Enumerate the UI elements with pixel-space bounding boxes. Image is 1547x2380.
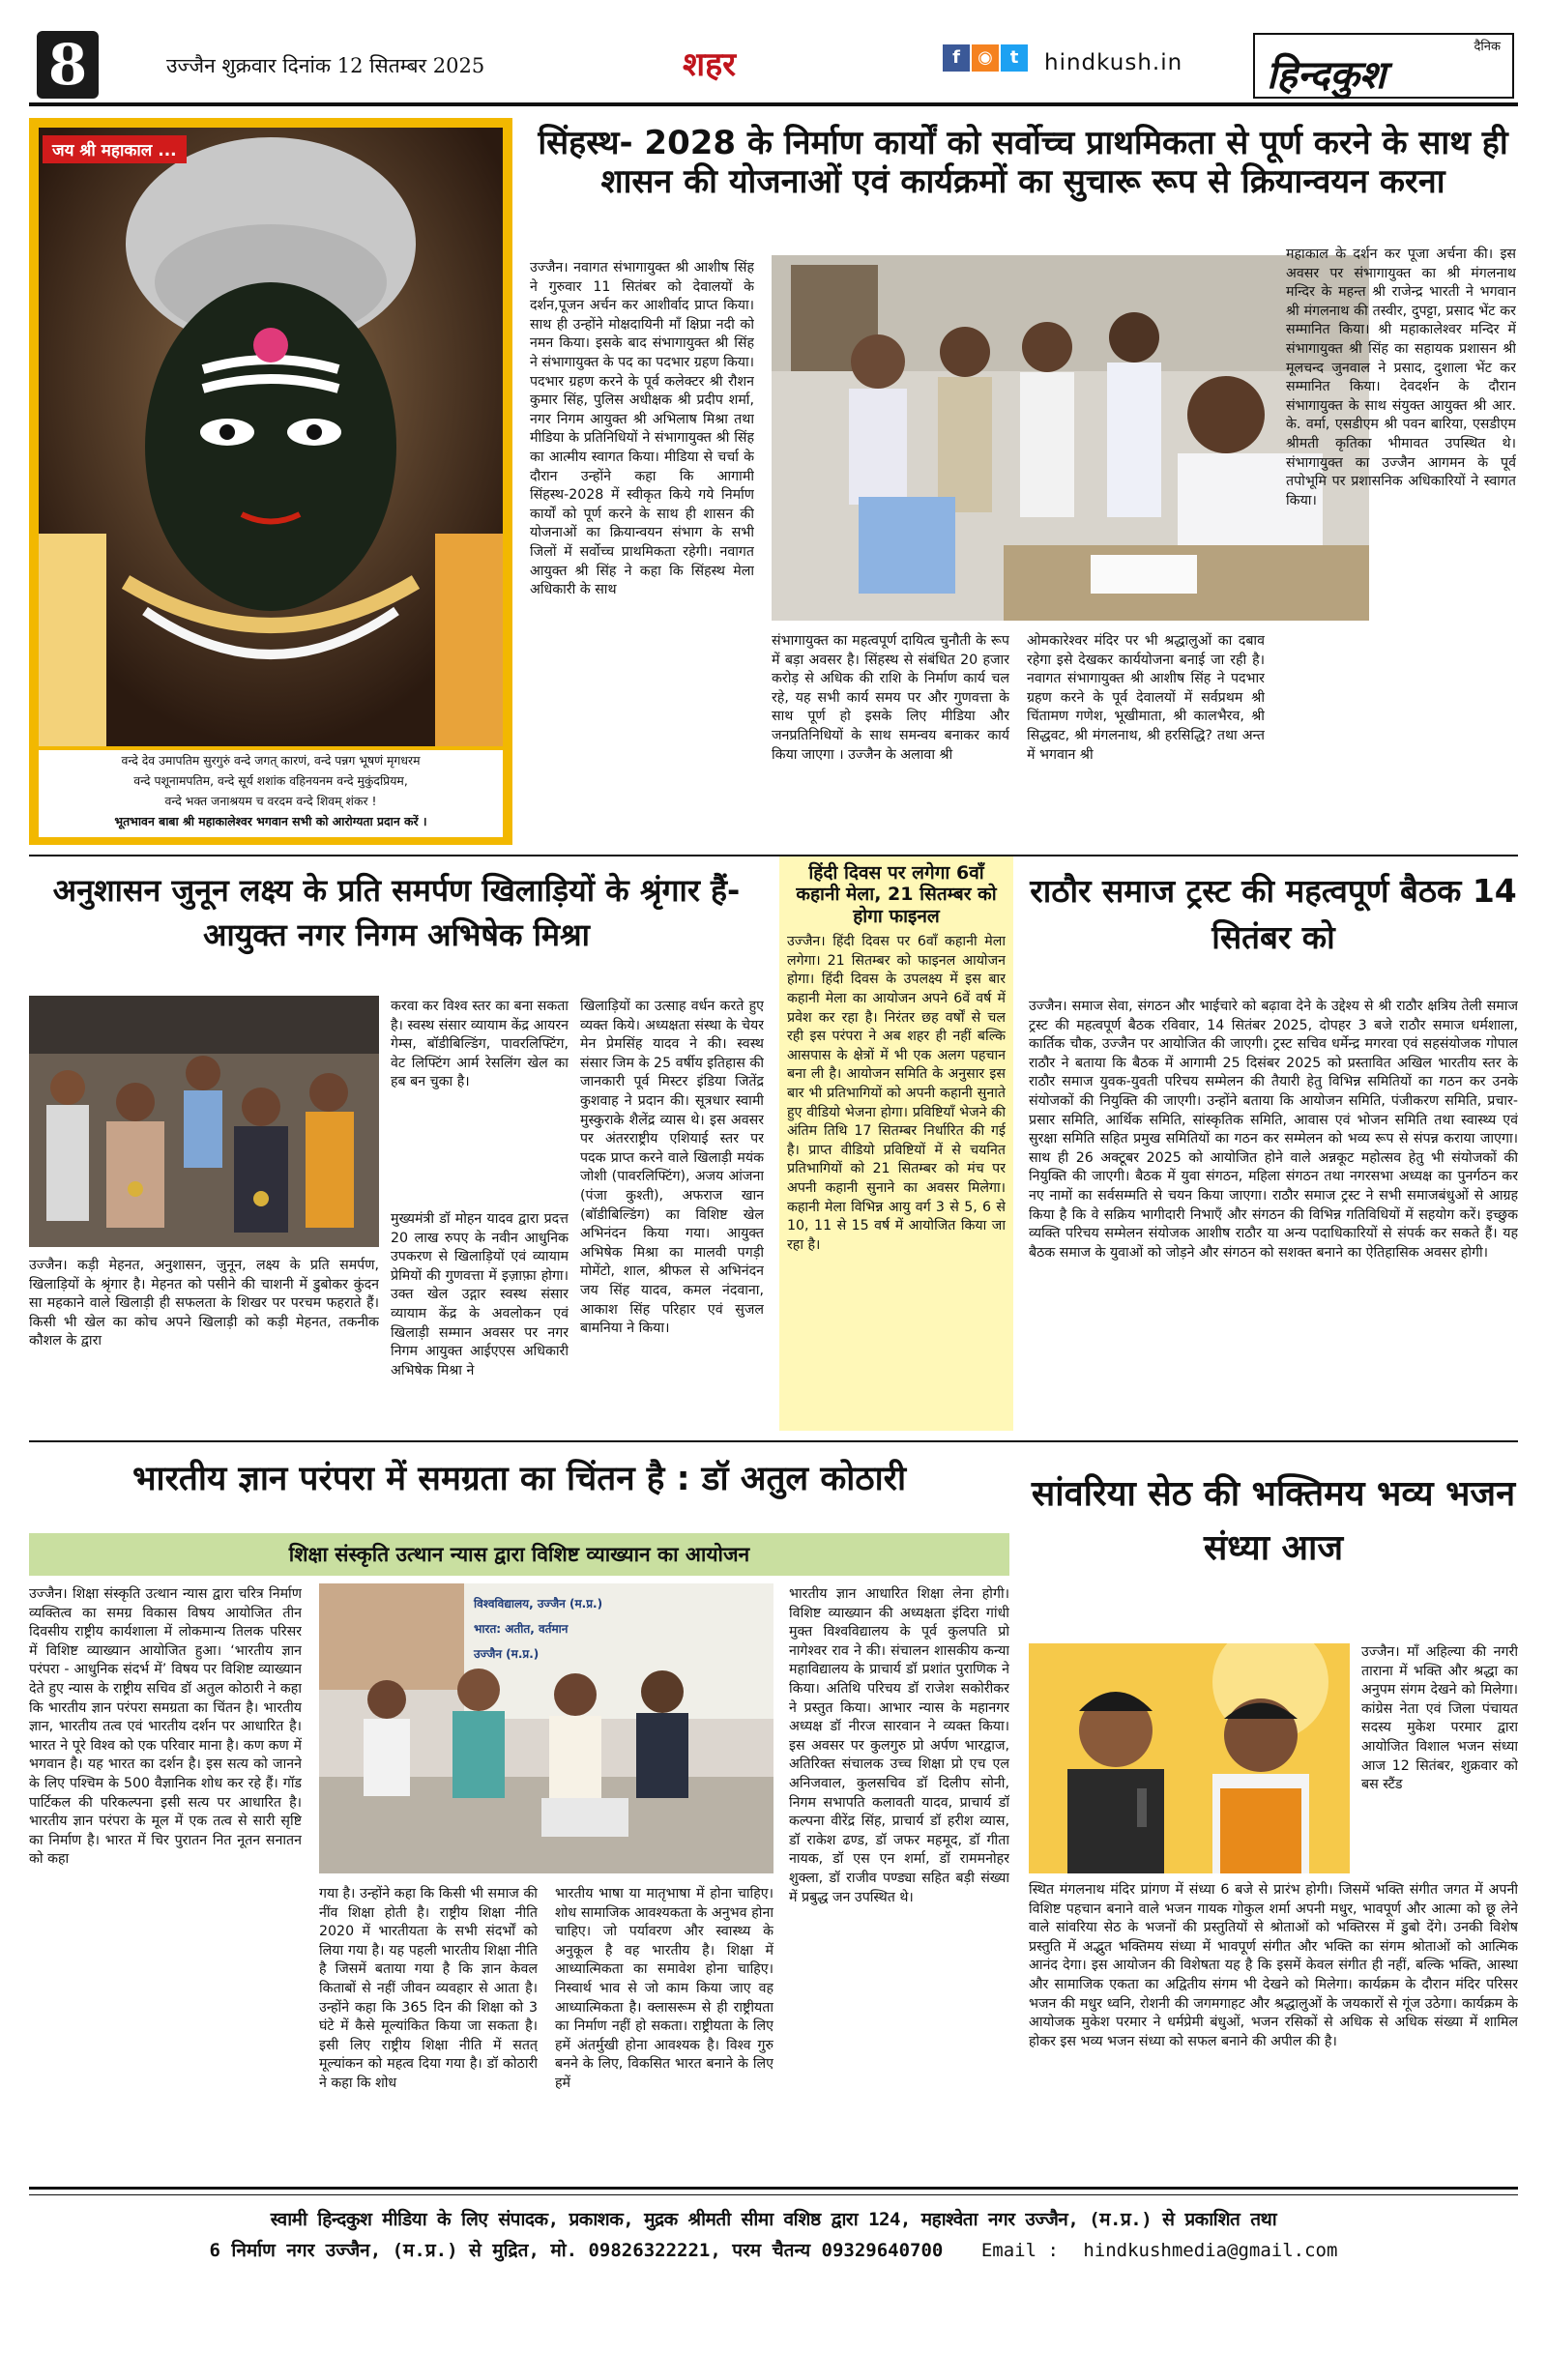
story2-headline: अनुशासन जुनून लक्ष्य के प्रति समर्पण खिलाड़ियों के श्रृंगार हैं- आयुक्त नगर निगम अभिषेक मिश्रा [52, 872, 741, 954]
story1-col3: ओमकारेश्वर मंदिर पर भी श्रद्धालुओं का दबाव रहेगा इसे देखकर कार्ययोजना बनाई जा रही है। नवागत संभागायुक्त श्री आशीष सिंह ने पदभार ग्रहण करने के पूर्व देवालयों में सर्वप्रथम श्री चिंतामण गणेश, भूखीमाता, श्री कालभैरव, श्री सिद्धवट, श्री मंगलनाथ, श्री हरसिद्धि? तथा अन्त में भगवान श्री [1027, 633, 1265, 763]
lecture-banner-text [474, 1591, 764, 1667]
story5-headline: भारतीय ज्ञान परंपरा में समग्रता का चिंतन है : डॉ अतुल कोठारी [131, 1460, 907, 1498]
twitter-icon[interactable]: t [1001, 44, 1028, 72]
page-number-badge [37, 31, 99, 99]
header-rule [29, 102, 1518, 106]
story4-body: उज्जैन। समाज सेवा, संगठन और भाईचारे को बढ़ावा देने के उद्देश्य से श्री राठौर क्षत्रिय तेली समाज ट्रस्ट की महत्वपूर्ण बैठक रविवार, 14 सितंबर 2025, दोपहर 3 बजे राठौर समाज धर्मशाला, कार्तिक चौक, उज्जैन पर आयोजित की जाएगी। ट्रस्ट सचिव धर्मेन्द्र मगरवा एवं सहसंयोजक गोपाल राठौर ने बताया कि बैठक में आगामी 25 दिसंबर 2025 को प्रस्तावित अखिल भारतीय स्तर के राठौर समाज युवक-युवती परिचय सम्मेलन की तैयारी हेतु विभिन्न समितियों का गठन कर उनके संयोजकों की नियुक्ति की जाएगी। उन्होंने बताया कि आयोजन समिति, पंजीकरण समिति, प्रचार-प्रसार समिति, आर्थिक समिति, सांस्कृतिक समिति, आवास एवं भोजन समिति तथा स्वास्थ्य एवं सुरक्षा समिति सहित प्रमुख समितियों का गठन कर सम्मेलन को भव्य रूप से संपन्न कराया जाएगा। साथ ही 26 अक्टूबर 2025 को आयोजित होने वाले अन्नकूट महोत्सव हेतु भी संयोजकों की नियुक्ति की जाएगी। बैठक में युवा संगठन, महिला संगठन तथा नगरसभा अध्यक्ष का पुनर्गठन कर नए नामों का सर्वसम्मति से चयन किया जाएगा। राठौर समाज ट्रस्ट ने सभी समाजबंधुओं से आग्रह किया है कि वे सक्रिय भागीदारी निभाएँ और संगठन की विभिन्न गतिविधियों में सहयोग करें। इच्छुक व्यक्ति परिचय सम्मेलन संयोजक आशीष राठौर या अन्य पदाधिकारियों से संपर्क कर सकते हैं। यह बैठक समाज के युवाओं को जोड़ने और संगठन को सशक्त बनाने का ऐतिहासिक अवसर होगी। [1029, 999, 1518, 1261]
story6-body-full: स्थित मंगलनाथ मंदिर प्रांगण में संध्या 6 बजे से प्रारंभ होगी। जिसमें भक्ति संगीत जगत में अपनी विशिष्ट पहचान बनाने वाले भजन गायक गोकुल शर्मा अपनी मधुर, भावपूर्ण और आत्मा को छू लेने वाले सांवरिया सेठ के भजनों की प्रस्तुतियों से श्रोताओं को भक्तिरस में डुबो देंगे। उनकी विशेष प्रस्तुति में अद्भुत भक्तिमय संध्या में भावपूर्ण संगीत और भक्ति का संगम श्रोताओं को आत्मिक आनंद देगा। इस आयोजन की विशेषता यह है कि इसमें केवल संगीत ही नहीं, बल्कि भक्ति, आस्था और सामाजिक एकता का अद्वितीय संगम भी देखने को मिलेगा। कार्यक्रम के दौरान मंदिर परिसर भजन की मधुर ध्वनि, रोशनी की जगमगाहट और श्रद्धालुओं के जयकारों से गूंज उठेगा। कार्यक्रम के आयोजक मुकेश परमार ने धर्मप्रेमी बंधुओं, भजन रसिकों से अधिक से अधिक संख्या में शामिल होकर इस भव्य भजन संध्या को सफल बनाने की अपील की है। [1029, 1882, 1518, 2049]
masthead-daily: दैनिक [1474, 40, 1501, 54]
footer-email-label: Email : [980, 2240, 1059, 2261]
story5-subhead-band [29, 1533, 1009, 1576]
singers-photo [1029, 1643, 1350, 1873]
footer-rule-top [29, 2187, 1518, 2190]
story4-headline: राठौर समाज ट्रस्ट की महत्वपूर्ण बैठक 14 सितंबर को [1030, 872, 1517, 956]
footer-line2-text: 6 निर्माण नगर उज्जैन, (म.प्र.) से मुद्रित, मो. 09826322221, परम चैतन्य 09329640700 [209, 2240, 944, 2261]
page-number: 8 [47, 32, 88, 98]
mahakal-label: जय श्री महाकाल ... [43, 135, 187, 163]
banner-line: भारत: अतीत, वर्तमान [474, 1622, 569, 1636]
masthead-title: हिन्दकुश [1267, 53, 1386, 98]
mantra-line: भूतभावन बाबा श्री महाकालेश्वर भगवान सभी को आरोग्यता प्रदान करें । [114, 814, 427, 828]
officials-photo [772, 255, 1369, 621]
mantra-line: वन्दे देव उमापतिम सुरगुरुं वन्दे जगत् कारणं, वन्दे पन्नग भूषणं मृगधरम [121, 753, 421, 768]
story5-subhead: शिक्षा संस्कृति उत्थान न्यास द्वारा विशिष्ट व्याख्यान का आयोजन [288, 1543, 750, 1566]
athletes-photo [29, 996, 379, 1247]
footer-imprint [29, 2204, 1518, 2266]
footer-email[interactable]: hindkushmedia@gmail.com [1083, 2240, 1338, 2261]
story2-col2b-display: मुख्यमंत्री डॉ मोहन यादव द्वारा प्रदत्त 20 लाख रुपए के नवीन आधुनिक उपकरण से खिलाड़ियों एवं व्यायाम प्रेमियों की गुणवत्ता में इज़ाफ़ा होगा। उक्त खेल उद्गार स्वस्थ संसार व्यायाम केंद्र के अवलोकन एवं खिलाड़ी सम्मान अवसर पर नगर निगम आयुक्त आईएएस अधिकारी अभिषेक मिश्रा ने [391, 1211, 569, 1379]
story5-col3: भारतीय भाषा या मातृभाषा में होना चाहिए। शोध सामाजिक आवश्यकता के अनुभव होना चाहिए। जो पर्यावरण और स्वास्थ्य के अनुकूल है वह भारतीय है। शिक्षा में आध्यात्मिकता का समावेश होना चाहिए। निस्वार्थ भाव से जो काम किया जाए वह आध्यात्मिकता है। क्लासरूम से ही राष्ट्रीयता का निर्माण नहीं हो सकता। राष्ट्रीयता के लिए हमें अंतर्मुखी होना आवश्यक है। विश्व गुरु बनने के लिए, विकसित भारत बनाने के लिए हमें [555, 1886, 774, 2091]
section-title: शहर [683, 45, 737, 84]
story2-col2a: करवा कर विश्व स्तर का बना सकता है। स्वस्थ संसार व्यायाम केंद्र आयरन गेम्स, बॉडीबिल्डिंग, पावरलिफ्टिंग, वेट लिफ्टिंग आर्म रेसलिंग खेल का हब बन चुका है। [391, 999, 569, 1090]
rule-row1 [29, 855, 1518, 856]
footer-rule-top2 [29, 2194, 1518, 2195]
footer-line1: स्वामी हिन्दकुश मीडिया के लिए संपादक, प्रकाशक, मुद्रक श्रीमती सीमा वशिष्ठ द्वारा 124, महाश्वेता नगर उज्जैन, (म.प्र.) से प्रकाशित तथा [270, 2209, 1277, 2230]
story5-col2: गया है। उन्होंने कहा कि किसी भी समाज की नींव शिक्षा होती है। राष्ट्रीय शिक्षा नीति 2020 में भारतीयता के सभी संदर्भों को लिया गया है। यह पहली भारतीय शिक्षा नीति है जिसमें बताया गया है कि ज्ञान केवल किताबों से नहीं जीवन व्यवहार से आता है। उन्होंने कहा कि 365 दिन की शिक्षा को 3 घंटे में कैसे मूल्यांकित किया जा सकता है। इसी लिए राष्ट्रीय शिक्षा नीति में सतत् मूल्यांकन को महत्व दिया गया है। डॉ कोठारी ने कहा कि शोध [319, 1886, 538, 2091]
mantra-line: वन्दे पशूनामपतिम, वन्दे सूर्य शशांक वहिनयनम वन्दे मुकुंदप्रियम, [133, 773, 408, 788]
website-link[interactable]: hindkush.in [1044, 50, 1183, 75]
story1-col4: महाकाल के दर्शन कर पूजा अर्चना की। इस अवसर पर संभागायुक्त का श्री मंगलनाथ मन्दिर के महन्त श्री राजेन्द्र भारती ने भगवान श्री मंगलनाथ की तस्वीर, दुपट्टा, प्रसाद भेंट कर सम्मानित किया। श्री महाकालेश्वर मन्दिर में संभागायुक्त श्री सिंह का सहायक प्रशासन श्री मूलचन्द जुनवाल ने प्रसाद, दुशाला भेंट कर सम्मानित किया। देवदर्शन के दौरान संभागायुक्त के साथ संयुक्त आयुक्त श्री आर. के. वर्मा, एसडीएम श्री पवन बारिया, एसडीएम श्रीमती कृतिका भीमावत उपस्थित थे। संभागायुक्त का उज्जैन आगमन के पूर्व तपोभूमि पर प्रशासनिक अधिकारियों ने स्वागत किया। [1286, 247, 1516, 508]
mahakal-image [39, 128, 503, 746]
story5-col4: भारतीय ज्ञान आधारित शिक्षा लेना होगी। विशिष्ट व्याख्यान की अध्यक्षता इंदिरा गांधी मुक्त विश्वविद्यालय के पूर्व कुलपति प्रो नागेश्वर राव ने की। संचालन शासकीय कन्या महाविद्यालय के प्राचार्य डॉ प्रशांत पुराणिक ने किया। अतिथि परिचय डॉ राजेश सकोरीकर ने प्रस्तुत किया। आभार न्यास के महानगर अध्यक्ष डॉ नीरज सारवान ने व्यक्त किया। इस अवसर पर कुलगुरु प्रो अर्पण भारद्वाज, अतिरिक्त संचालक उच्च शिक्षा प्रो एच एल अनिजवाल, कुलसचिव डॉ दिलीप सोनी, निगम सभापति कलावती यादव, प्राचार्य डॉ कल्पना वीरेंद्र सिंह, प्राचार्य डॉ हरीश व्यास, डॉ राकेश ढण्ड, डॉ जफर महमूद, डॉ गीता नायक, डॉ एस एन शर्मा, डॉ राममनोहर शुक्ला, डॉ राजीव पण्ड्या सहित बड़ी संख्या में प्रबुद्ध जन उपस्थित थे। [789, 1586, 1009, 1905]
banner-line: विश्वविद्यालय, उज्जैन (म.प्र.) [474, 1597, 603, 1611]
story6-headline: सांवरिया सेठ की भक्तिमय भव्य भजन संध्या आज [1031, 1474, 1516, 1568]
story6-body-side: उज्जैन। माँ अहिल्या की नगरी ताराना में भक्ति और श्रद्धा का अनुपम संगम देखने को मिलेगा। कांग्रेस नेता एवं जिला पंचायत सदस्य मुकेश परमार द्वारा आयोजित विशाल भजन संध्या आज 12 सितंबर, शुक्रवार को बस स्टैंड [1361, 1644, 1518, 1793]
story1-col2: संभागायुक्त का महत्वपूर्ण दायित्व चुनौती के रूप में बड़ा अवसर है। सिंहस्थ से संबंधित 20 हजार करोड़ से अधिक की राशि के निर्माण कार्य चल रहे, यह सभी कार्य समय पर और गुणवत्ता के साथ पूर्ण हो इसके लिए मीडिया और जनप्रतिनिधियों के साथ समन्वय बनाकर कार्य किया जाएगा । उज्जैन के अलावा श्री [772, 633, 1009, 763]
story3-headline: हिंदी दिवस पर लगेगा 6वाँ कहानी मेला, 21 सितम्बर को होगा फाइनल [796, 862, 997, 927]
story2-col3: खिलाड़ियों का उत्साह वर्धन करते हुए व्यक्त किये। अध्यक्षता संस्था के चेयर मेन प्रेमसिंह यादव ने की। स्वस्थ संसार जिम के 25 वर्षीय इतिहास की जानकारी पूर्व मिस्टर इंडिया जितेंद्र कुशवाह ने प्रदान की। सूत्रधार स्वामी मुस्कुराके शैलेंद्र व्यास थे। इस अवसर पर अंतरराष्ट्रीय एशियाई स्तर पर पदक प्राप्त करने वाले खिलाड़ी मयंक जोशी (पावरलिफ्टिंग), अजय आंजना (पंजा कुश्ती), अफराज खान (बॉडीबिल्डिंग) का विशिष्ट खेल अभिनंदन किया गया। आयुक्त अभिषेक मिश्रा का मालवी पगड़ी मोमेंटो, शाल, श्रीफल से अभिनंदन जय सिंह यादव, कमल नंदवाना, आकाश सिंह परिहार एवं सुजल बामनिया ने किया। [580, 999, 764, 1337]
story5-photo [319, 1583, 774, 1873]
dateline: उज्जैन शुक्रवार दिनांक 12 सितम्बर 2025 [166, 54, 485, 77]
story6-photo [1029, 1643, 1350, 1873]
story3-body: उज्जैन। हिंदी दिवस पर 6वाँ कहानी मेला लगेगा। 21 सितम्बर को फाइनल आयोजन होगा। हिंदी दिवस के उपलक्ष्य में इस बार कहानी मेला का आयोजन अपने 6वें वर्ष में प्रवेश कर रहा है। निरंतर छह वर्षों से चल रही इस परंपरा ने अब शहर ही नहीं बल्कि आसपास के क्षेत्रों में भी एक अलग पहचान बना ली है। आयोजन समिति के अनुसार इस बार भी प्रतिभागियों को अपनी कहानी सुनाते हुए वीडियो भेजना होगा। प्रविष्टियाँ भेजने की अंतिम तिथि 17 सितम्बर निर्धारित की गई है। प्राप्त वीडियो प्रविष्टियों में से चयनित प्रतिभागियों को 21 सितम्बर को मंच पर अपनी कहानी सुनाने का अवसर मिलेगा। कहानी मेला विभिन्न आयु वर्ग 3 से 5, 6 से 10, 11 से 15 वर्ष में आयोजित किया जा रहा है। [787, 934, 1006, 1253]
social-icons [943, 44, 1030, 72]
rss-icon[interactable]: ◉ [972, 44, 999, 72]
story1-headline: सिंहस्थ- 2028 के निर्माण कार्यों को सर्वोच्च प्राथमिकता से पूर्ण करने के साथ ही शासन की योजनाओं एवं कार्यक्रमों का सुचारू रूप से क्रियान्वयन करना [538, 124, 1508, 202]
masthead [1253, 33, 1514, 99]
mahakal-mantra [39, 750, 503, 837]
story3-box [779, 856, 1013, 1431]
footer-line2 [29, 2235, 1518, 2266]
banner-line: उज्जैन (म.प्र.) [474, 1647, 540, 1661]
story5-col1: उज्जैन। शिक्षा संस्कृति उत्थान न्यास द्वारा चरित्र निर्माण व्यक्तित्व का समग्र विकास विषय आयोजित तीन दिवसीय राष्ट्रीय कार्यशाला में लोकमान्य तिलक परिसर में विशिष्ट व्याख्यान आयोजित हुआ। ‘भारतीय ज्ञान परंपरा - आधुनिक संदर्भ में’ विषय पर विशिष्ट व्याख्यान देते हुए न्यास के राष्ट्रीय सचिव डॉ अतुल कोठारी ने कहा कि भारतीय ज्ञान परंपरा समग्रता का चिंतन है। भारतीय ज्ञान, भारतीय तत्व एवं भारतीय दर्शन पर आधारित है। भारत ने पूरे विश्व को एक परिवार माना है। कण कण में भगवान है। यह भारत का दर्शन है। इस सत्य को जानने के लिए पश्चिम के 500 वैज्ञानिक शोध कर रहे हैं। गॉड पार्टिकल की परिकल्पना इसी सत्य पर आधारित है। भारतीय ज्ञान परंपरा के मूल में एक तत्व से सारी सृष्टि का निर्माण है। भारत में चिर पुरातन नित नूतन सनातन को कहा [29, 1586, 302, 1868]
mahakal-box [29, 118, 512, 845]
story2-photo [29, 996, 379, 1247]
story1-photo [772, 255, 1369, 621]
mantra-line: वन्दे भक्त जनाश्रयम च वरदम वन्दे शिवम् शंकर ! [164, 794, 377, 808]
mahakal-photo [39, 128, 503, 746]
rule-row2 [29, 1440, 1518, 1442]
facebook-icon[interactable]: f [943, 44, 970, 72]
story1-col1: उज्जैन। नवागत संभागायुक्त श्री आशीष सिंह ने गुरुवार 11 सितंबर को देवालयों के दर्शन,पूजन अर्चन कर आशीर्वाद प्राप्त किया। साथ ही उन्होंने मोक्षदायिनी माँ क्षिप्रा नदी को नमन किया। इसके बाद संभागायुक्त श्री सिंह ने संभागायुक्त के पद का पदभार ग्रहण किया। पदभार ग्रहण करने के पूर्व कलेक्टर श्री रौशन कुमार सिंह, पुलिस अधीक्षक श्री प्रदीप शर्मा, नगर निगम आयुक्त श्री अभिलाष मिश्रा तथा मीडिया के प्रतिनिधियों ने संभागायुक्त श्री सिंह का आत्मीय स्वागत किया। मीडिया से चर्चा के दौरान उन्होंने कहा कि आगामी सिंहस्थ-2028 में स्वीकृत किये गये निर्माण कार्यों को पूर्ण करने के साथ ही शासन की योजनाओं का क्रियान्वयन संभाग के सभी जिलों में सर्वोच्च प्राथमिकता रहेगी। नवागत आयुक्त श्री सिंह ने कहा कि सिंहस्थ मेला अधिकारी के साथ [530, 260, 754, 598]
story2-col1: उज्जैन। कड़ी मेहनत, अनुशासन, जुनून, लक्ष्य के प्रति समर्पण, खिलाड़ियों के श्रृंगार है। मेहनत को पसीने की चाशनी में डुबोकर कुंदन सा महकाने वाले खिलाड़ी ही सफलता के शिखर पर परचम फहराते हैं। किसी भी खेल का कोच अपने खिलाड़ी को कड़ी मेहनत, तकनीक कौशल के द्वारा [29, 1258, 379, 1350]
